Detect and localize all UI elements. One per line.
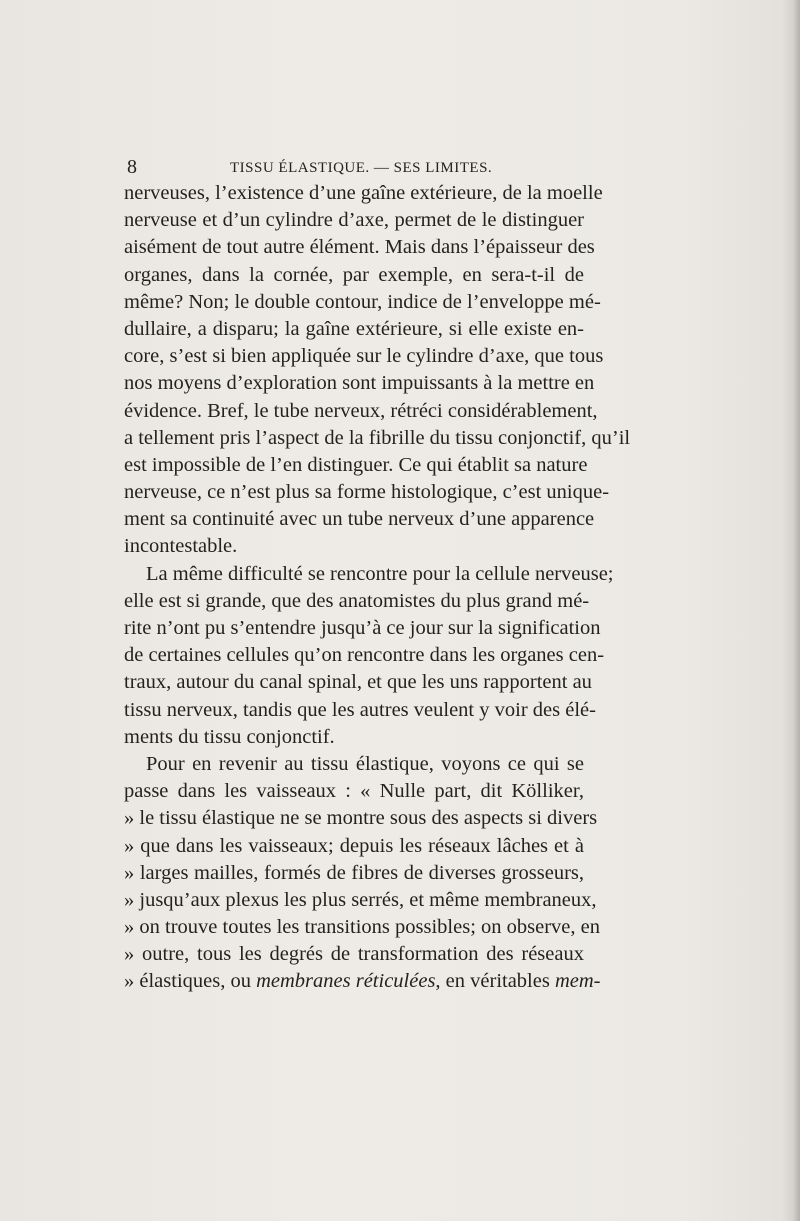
page-header: [127, 155, 585, 179]
text-line: » larges mailles, formés de fibres de diverses grosseurs,: [124, 861, 584, 884]
text-line: » jusqu’aux plexus les plus serrés, et même membraneux,: [124, 888, 597, 911]
text-line: passe dans les vaisseaux : « Nulle part, dit Kölliker,: [124, 780, 584, 803]
text-line: » on trouve toutes les transitions possibles; on observe, en: [124, 916, 600, 939]
text-line: » outre, tous les degrés de transformation des réseaux: [124, 943, 584, 966]
final-line-end-italic: mem-: [554, 970, 601, 993]
text-line-final: [124, 968, 601, 995]
text-line: ments du tissu conjonctif.: [124, 725, 335, 748]
text-line: Pour en revenir au tissu élastique, voyons ce qui se: [146, 752, 584, 775]
final-line-start: » élastiques, ou: [124, 970, 257, 993]
final-line-italic: membranes réticulées: [256, 970, 436, 993]
text-line: organes, dans la cornée, par exemple, en sera-t-il de: [124, 263, 584, 286]
text-line: est impossible de l’en distinguer. Ce qui établit sa nature: [124, 453, 588, 476]
text-line: incontestable.: [124, 535, 238, 558]
text-line: ment sa continuité avec un tube nerveux d’une apparence: [124, 508, 595, 531]
page-edge-shadow: [782, 0, 800, 1221]
text-line: dullaire, a disparu; la gaîne extérieure, si elle existe en-: [124, 317, 584, 340]
text-line: » que dans les vaisseaux; depuis les réseaux lâches et à: [124, 834, 584, 857]
text-line: nerveuse et d’un cylindre d’axe, permet de le distinguer: [124, 209, 584, 232]
text-line: nerveuses, l’existence d’une gaîne extérieure, de la moelle: [124, 182, 603, 204]
text-line: aisément de tout autre élément. Mais dans l’épaisseur des: [124, 236, 595, 259]
running-title: TISSU ÉLASTIQUE. — SES LIMITES.: [230, 160, 493, 176]
final-line-middle: , en véritables: [435, 970, 555, 993]
text-line: elle est si grande, que des anatomistes du plus grand mé-: [124, 589, 590, 612]
text-line: a tellement pris l’aspect de la fibrille du tissu conjonctif, qu’il: [124, 426, 631, 449]
text-line: La même difficulté se rencontre pour la cellule nerveuse;: [146, 562, 614, 585]
text-line: tissu nerveux, tandis que les autres veulent y voir des élé-: [124, 698, 596, 721]
text-line: nerveuse, ce n’est plus sa forme histologique, c’est unique-: [124, 481, 610, 504]
text-line: core, s’est si bien appliquée sur le cylindre d’axe, que tous: [124, 345, 604, 368]
page-number: 8: [127, 156, 137, 178]
text-line: traux, autour du canal spinal, et que les uns rapportent au: [124, 671, 592, 694]
text-line: nos moyens d’exploration sont impuissants à la mettre en: [124, 372, 595, 395]
text-line: de certaines cellules qu’on rencontre dans les organes cen-: [124, 644, 605, 667]
text-line: rite n’ont pu s’entendre jusqu’à ce jour sur la signification: [124, 617, 601, 639]
text-line: évidence. Bref, le tube nerveux, rétréci considérablement,: [124, 399, 598, 422]
text-line: même? Non; le double contour, indice de l’enveloppe mé-: [124, 290, 601, 313]
text-line: » le tissu élastique ne se montre sous des aspects si divers: [124, 807, 598, 830]
body-text: [124, 180, 631, 996]
